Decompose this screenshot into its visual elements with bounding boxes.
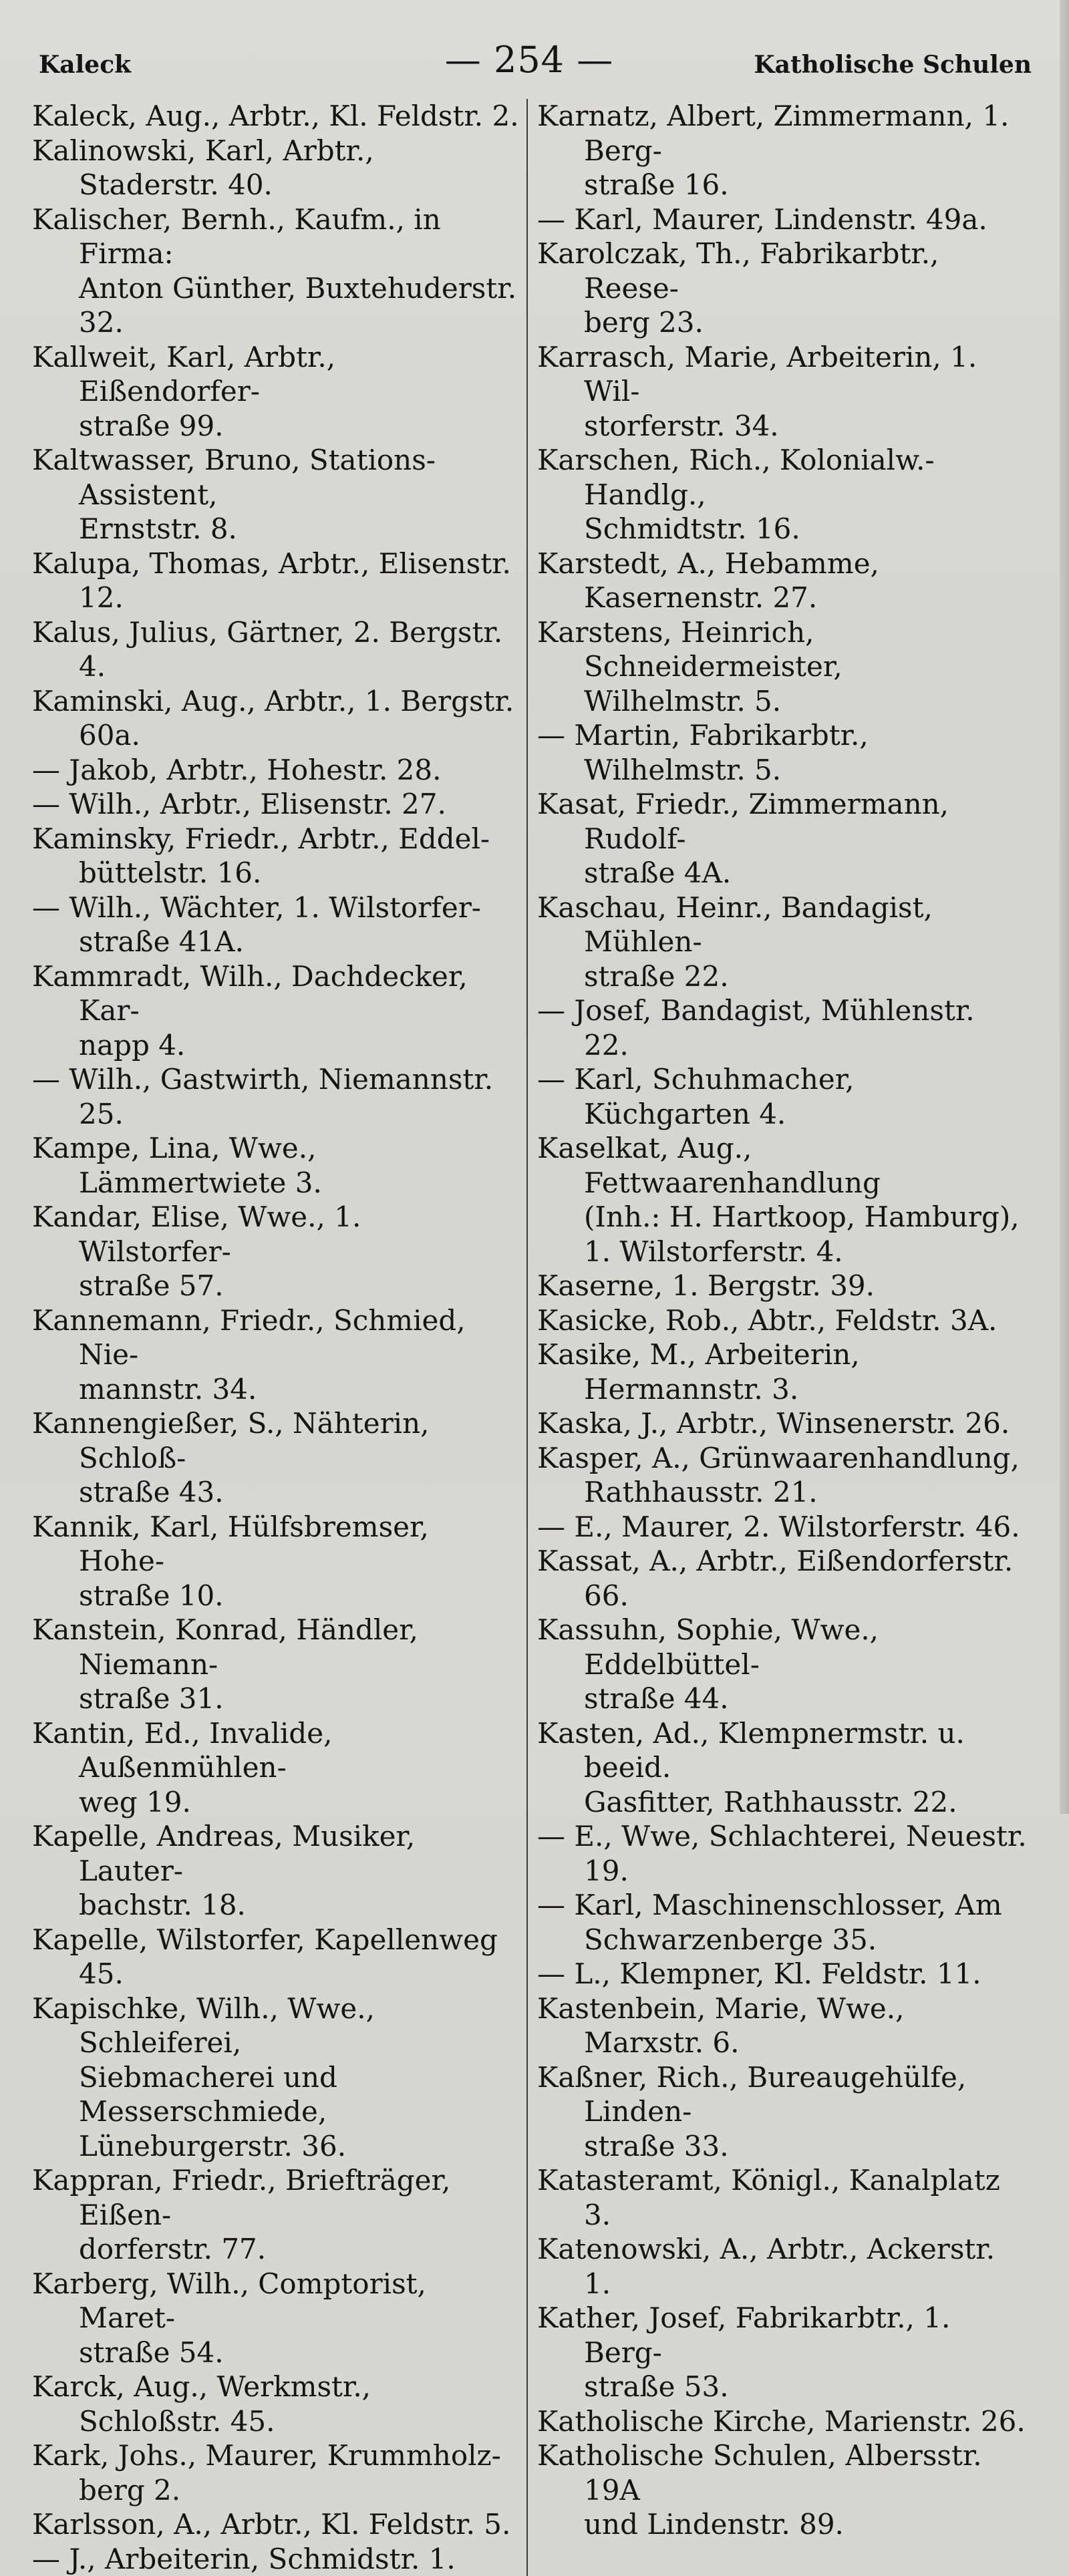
directory-entry — [32, 822, 520, 891]
entry-continuation: dorferstr. 77. — [79, 2233, 266, 2265]
entry-line: Kasten, Ad., Klempnermstr. u. beeid. — [537, 1717, 965, 1784]
directory-entry — [32, 1062, 520, 1131]
header-left-keyword: Kaleck — [39, 51, 131, 79]
right-column — [528, 99, 1028, 2576]
entry-line: Karrasch, Marie, Arbeiterin, 1. Wil- — [537, 341, 977, 408]
directory-entry — [32, 2507, 520, 2542]
entry-line: Kalinowski, Karl, Arbtr., Staderstr. 40. — [32, 134, 374, 202]
entry-line: Kaschau, Heinr., Bandagist, Mühlen- — [537, 891, 933, 959]
directory-entry — [32, 2267, 520, 2370]
entry-continuation: berg 23. — [584, 306, 704, 339]
entry-line: Kallweit, Karl, Arbtr., Eißendorfer- — [32, 341, 335, 408]
directory-entry — [537, 443, 1028, 546]
entry-continuation: straße 41A. — [79, 925, 244, 958]
entry-line: Kalupa, Thomas, Arbtr., Elisenstr. 12. — [32, 547, 511, 615]
directory-entry — [32, 134, 520, 202]
entry-line: Kark, Johs., Maurer, Krummholz- — [32, 2439, 501, 2472]
entry-line: Kandar, Elise, Wwe., 1. Wilstorfer- — [32, 1200, 361, 1268]
entry-line: Kasicke, Rob., Abtr., Feldstr. 3A. — [537, 1304, 997, 1337]
entry-line: Kammradt, Wilh., Dachdecker, Kar- — [32, 960, 468, 1027]
entry-continuation: Siebmacherei und Messerschmiede, — [79, 2061, 337, 2128]
directory-entry — [537, 2060, 1028, 2164]
directory-columns — [32, 99, 1028, 1796]
directory-entry — [32, 2370, 520, 2438]
directory-entry — [537, 1819, 1028, 1888]
directory-entry — [537, 891, 1028, 994]
directory-entry — [32, 684, 520, 753]
entry-line: Kaßner, Rich., Bureaugehülfe, Linden- — [537, 2061, 966, 2128]
entry-line: Katasteramt, Königl., Kanalplatz 3. — [537, 2164, 1000, 2231]
entry-line: — Josef, Bandagist, Mühlenstr. 22. — [537, 994, 975, 1062]
entry-line: Kannemann, Friedr., Schmied, Nie- — [32, 1304, 466, 1372]
directory-entry — [537, 1406, 1028, 1441]
directory-entry — [32, 1716, 520, 1820]
directory-entry — [537, 993, 1028, 1062]
entry-line: — Karl, Maschinenschlosser, Am — [537, 1889, 1002, 1921]
directory-entry — [32, 891, 520, 959]
entry-line: — Martin, Fabrikarbtr., Wilhelmstr. 5. — [537, 719, 869, 786]
directory-entry — [32, 1303, 520, 1407]
directory-entry — [537, 1269, 1028, 1303]
entry-continuation: Rathhausstr. 21. — [584, 1476, 818, 1508]
entry-line: Kalus, Julius, Gärtner, 2. Bergstr. 4. — [32, 616, 502, 683]
entry-line: Karlsson, A., Arbtr., Kl. Feldstr. 5. — [32, 2508, 510, 2541]
directory-entry — [32, 2438, 520, 2507]
entry-continuation: mannstr. 34. — [79, 1373, 257, 1406]
entry-line: Kannik, Karl, Hülfsbremser, Hohe- — [32, 1510, 429, 1578]
entry-line: Kantin, Ed., Invalide, Außenmühlen- — [32, 1717, 333, 1784]
entry-continuation: straße 33. — [584, 2130, 729, 2162]
directory-entry — [32, 2542, 520, 2576]
entry-line: Kampe, Lina, Wwe., Lämmertwiete 3. — [32, 1132, 322, 1199]
entry-continuation: 1. Wilstorferstr. 4. — [584, 1235, 843, 1268]
directory-entry — [32, 443, 520, 546]
directory-entry — [32, 2163, 520, 2267]
header-right-keyword: Katholische Schulen — [754, 51, 1032, 79]
page-edge — [1060, 0, 1069, 1814]
entry-line: — L., Klempner, Kl. Feldstr. 11. — [537, 1957, 981, 1990]
entry-line: Karstens, Heinrich, Schneidermeister, — [537, 616, 843, 683]
directory-entry — [32, 99, 520, 134]
entry-continuation: Anton Günther, Buxtehuderstr. 32. — [79, 272, 516, 339]
directory-entry — [537, 1991, 1028, 2060]
entry-line: Katholische Schulen, Albersstr. 19A — [537, 2439, 982, 2507]
directory-entry — [32, 202, 520, 340]
directory-entry — [32, 340, 520, 444]
directory-entry — [32, 1613, 520, 1716]
entry-continuation: straße 53. — [584, 2370, 729, 2403]
directory-entry — [537, 1131, 1028, 1269]
entry-line: Kapelle, Andreas, Musiker, Lauter- — [32, 1820, 415, 1887]
entry-line: Kassat, A., Arbtr., Eißendorferstr. 66. — [537, 1545, 1013, 1612]
page-header — [27, 39, 1032, 86]
entry-line: Kaselkat, Aug., Fettwaarenhandlung — [537, 1132, 881, 1199]
entry-line: Kalischer, Bernh., Kaufm., in Firma: — [32, 203, 441, 271]
directory-entry — [32, 1406, 520, 1510]
left-column — [32, 99, 528, 2576]
directory-entry — [537, 1613, 1028, 1716]
directory-entry — [537, 202, 1028, 237]
entry-line: Kather, Josef, Fabrikarbtr., 1. Berg- — [537, 2301, 950, 2369]
directory-entry — [537, 2404, 1028, 2439]
entry-line: Kannengießer, S., Nähterin, Schloß- — [32, 1407, 429, 1474]
entry-continuation: storferstr. 34. — [584, 410, 779, 442]
entry-line: — Karl, Schuhmacher, Küchgarten 4. — [537, 1063, 855, 1130]
entry-continuation: straße 57. — [79, 1269, 224, 1302]
entry-line: Kassuhn, Sophie, Wwe., Eddelbüttel- — [537, 1613, 879, 1681]
entry-continuation: straße 4A. — [584, 856, 731, 889]
directory-entry — [32, 787, 520, 822]
directory-entry — [537, 1957, 1028, 1991]
directory-entry — [32, 959, 520, 1063]
directory-entry — [32, 615, 520, 684]
entry-line: Kapischke, Wilh., Wwe., Schleiferei, — [32, 1992, 375, 2060]
directory-entry — [537, 1303, 1028, 1338]
entry-line: Katenowski, A., Arbtr., Ackerstr. 1. — [537, 2233, 995, 2300]
directory-entry — [537, 1888, 1028, 1957]
directory-entry — [32, 1131, 520, 1200]
directory-entry — [537, 1510, 1028, 1545]
page-number: — 254 — — [27, 39, 1032, 81]
entry-continuation: Ernststr. 8. — [79, 512, 237, 545]
entry-line: Kastenbein, Marie, Wwe., Marxstr. 6. — [537, 1992, 904, 2060]
entry-continuation: weg 19. — [79, 1786, 191, 1818]
entry-continuation: Schmidtstr. 16. — [584, 512, 800, 545]
directory-entry — [32, 1991, 520, 2164]
entry-line: Kasike, M., Arbeiterin, Hermannstr. 3. — [537, 1338, 860, 1406]
directory-entry — [537, 2301, 1028, 2404]
entry-continuation: Lüneburgerstr. 36. — [79, 2130, 346, 2162]
entry-line: — Jakob, Arbtr., Hohestr. 28. — [32, 754, 441, 786]
entry-line: Karschen, Rich., Kolonialw.-Handlg., — [537, 444, 935, 511]
entry-continuation: napp 4. — [79, 1029, 185, 1062]
entry-line: Karberg, Wilh., Comptorist, Maret- — [32, 2267, 426, 2335]
directory-entry — [32, 1200, 520, 1303]
entry-line: Kapelle, Wilstorfer, Kapellenweg 45. — [32, 1923, 498, 1991]
directory-entry — [537, 2438, 1028, 2542]
entry-continuation: straße 54. — [79, 2336, 224, 2369]
entry-continuation: straße 99. — [79, 410, 224, 442]
entry-line: Kanstein, Konrad, Händler, Niemann- — [32, 1613, 418, 1681]
directory-entry — [537, 1544, 1028, 1613]
entry-continuation: und Lindenstr. 89. — [584, 2508, 844, 2541]
directory-entry — [32, 546, 520, 615]
entry-line: — E., Wwe, Schlachterei, Neuestr. 19. — [537, 1820, 1027, 1887]
directory-entry — [537, 1062, 1028, 1131]
directory-entry — [537, 2163, 1028, 2232]
directory-entry — [537, 546, 1028, 615]
entry-continuation: Wilhelmstr. 5. — [584, 685, 781, 717]
entry-continuation: bachstr. 18. — [79, 1889, 246, 1921]
directory-entry — [537, 99, 1028, 202]
directory-entry — [537, 787, 1028, 891]
directory-entry — [537, 615, 1028, 719]
entry-line: Kaltwasser, Bruno, Stations-Assistent, — [32, 444, 436, 511]
entry-continuation: straße 44. — [584, 1682, 729, 1715]
entry-continuation: straße 31. — [79, 1682, 224, 1715]
directory-entry — [537, 340, 1028, 444]
entry-line: Kaska, J., Arbtr., Winsenerstr. 26. — [537, 1407, 1010, 1440]
entry-continuation: (Inh.: H. Hartkoop, Hamburg), — [584, 1200, 1020, 1233]
entry-line: Karolczak, Th., Fabrikarbtr., Reese- — [537, 237, 939, 305]
entry-line: Karnatz, Albert, Zimmermann, 1. Berg- — [537, 100, 1009, 167]
entry-line: — Wilh., Gastwirth, Niemannstr. 25. — [32, 1063, 493, 1130]
entry-continuation: straße 22. — [584, 960, 729, 993]
directory-entry — [537, 2232, 1028, 2301]
directory-entry — [32, 1510, 520, 1613]
entry-line: Kaminski, Aug., Arbtr., 1. Bergstr. 60a. — [32, 685, 514, 752]
directory-entry — [32, 1819, 520, 1923]
directory-entry — [537, 1337, 1028, 1406]
entry-line: Kasper, A., Grünwaarenhandlung, — [537, 1442, 1020, 1474]
entry-continuation: straße 10. — [79, 1579, 224, 1612]
directory-entry — [32, 753, 520, 788]
entry-continuation: Gasfitter, Rathhausstr. 22. — [584, 1786, 957, 1818]
entry-continuation: büttelstr. 16. — [79, 856, 261, 889]
entry-line: — Karl, Maurer, Lindenstr. 49a. — [537, 203, 987, 236]
entry-line: Kaminsky, Friedr., Arbtr., Eddel- — [32, 822, 490, 855]
entry-line: Kaleck, Aug., Arbtr., Kl. Feldstr. 2. — [32, 100, 519, 132]
entry-line: Kappran, Friedr., Briefträger, Eißen- — [32, 2164, 450, 2231]
entry-line: Karck, Aug., Werkmstr., Schloßstr. 45. — [32, 2370, 371, 2438]
entry-line: Kaserne, 1. Bergstr. 39. — [537, 1269, 875, 1302]
directory-entry — [537, 236, 1028, 340]
entry-continuation: straße 16. — [584, 168, 729, 201]
entry-line: Kasat, Friedr., Zimmermann, Rudolf- — [537, 788, 949, 855]
entry-continuation: Schwarzenberge 35. — [584, 1923, 877, 1956]
entry-line: — Wilh., Arbtr., Elisenstr. 27. — [32, 788, 446, 820]
entry-continuation: berg 2. — [79, 2474, 180, 2507]
entry-line: Katholische Kirche, Marienstr. 26. — [537, 2405, 1026, 2438]
directory-entry — [32, 1923, 520, 1991]
entry-line: — J., Arbeiterin, Schmidstr. 1. — [32, 2543, 456, 2575]
entry-line: — E., Maurer, 2. Wilstorferstr. 46. — [537, 1510, 1020, 1543]
entry-line: Karstedt, A., Hebamme, Kasernenstr. 27. — [537, 547, 879, 615]
directory-entry — [537, 1441, 1028, 1510]
directory-entry — [537, 1716, 1028, 1820]
directory-entry — [537, 718, 1028, 787]
entry-continuation: straße 43. — [79, 1476, 224, 1508]
entry-line: — Wilh., Wächter, 1. Wilstorfer- — [32, 891, 481, 924]
